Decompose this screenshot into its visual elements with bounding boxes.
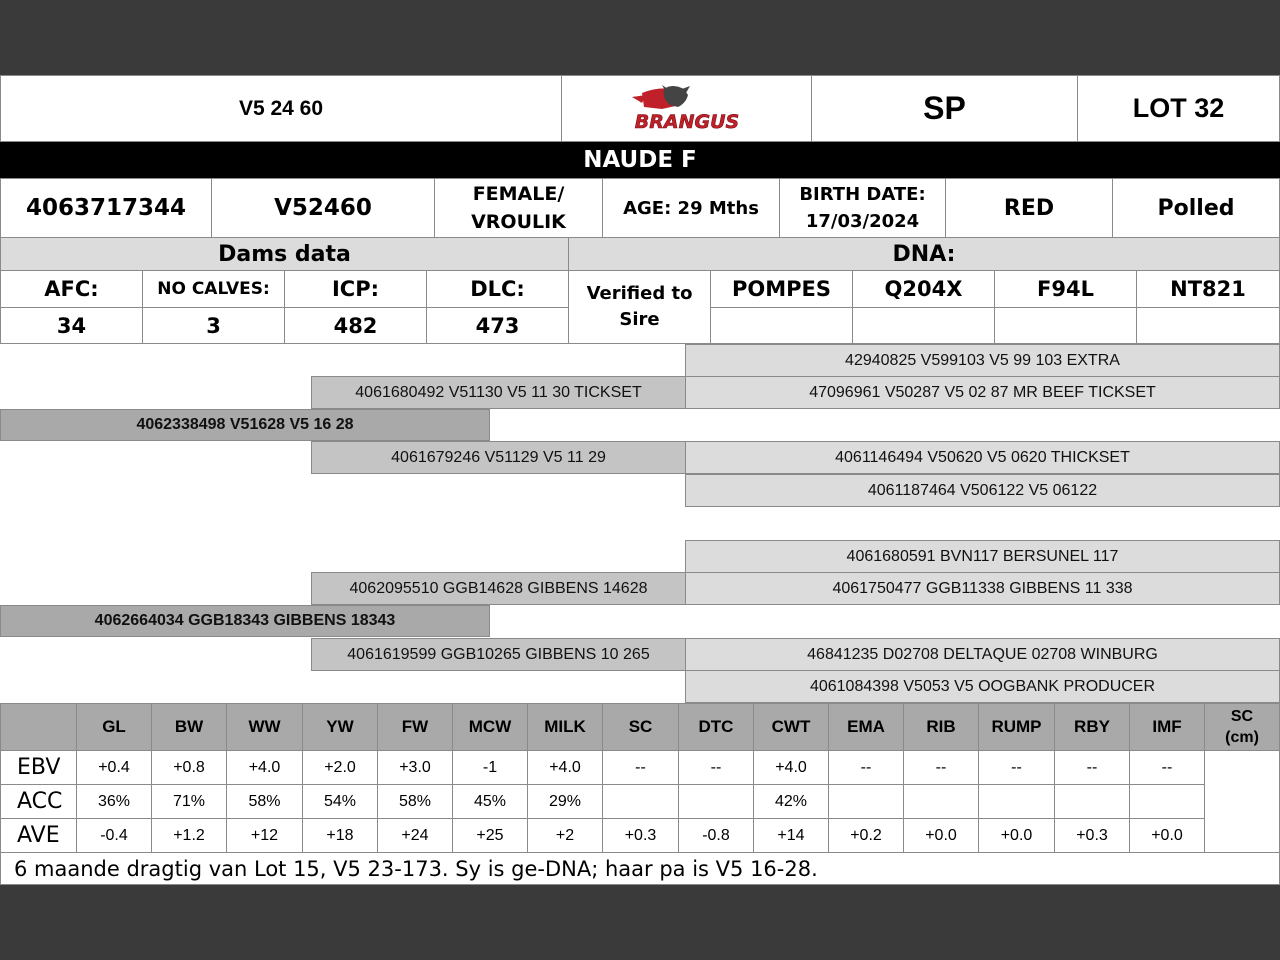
ebv-cell: 54%	[302, 784, 378, 819]
pedigree-sire: 4062338498 V51628 V5 16 28	[0, 409, 490, 441]
ebv-cell: --	[678, 750, 754, 785]
ebv-column-header: SC (cm)	[1204, 703, 1280, 751]
ebv-cell: +0.2	[828, 818, 904, 853]
ebv-cell: +25	[452, 818, 528, 853]
ebv-cell: +0.0	[903, 818, 979, 853]
dna-test-pompes: POMPES	[710, 270, 853, 308]
ebv-cell: +14	[753, 818, 829, 853]
ebv-cell: +4.0	[527, 750, 603, 785]
ebv-column-header: CWT	[753, 703, 829, 751]
ebv-cell	[903, 784, 979, 819]
ebv-cell: +12	[226, 818, 303, 853]
dams-label-icp: ICP:	[284, 270, 427, 308]
ebv-cell	[602, 784, 679, 819]
logo-text: BRANGUS	[634, 110, 739, 133]
dna-result-f94l	[994, 307, 1137, 344]
ebv-column-header: YW	[302, 703, 378, 751]
ebv-cell: -1	[452, 750, 528, 785]
birth-date-label: BIRTH DATE:	[799, 184, 926, 205]
pedigree-dam: 4062664034 GGB18343 GIBBENS 18343	[0, 605, 490, 637]
animal-sex: FEMALE/ VROULIK	[434, 178, 603, 238]
pedigree-dam-sire: 4062095510 GGB14628 GIBBENS 14628	[311, 572, 686, 605]
ebv-cell: +0.8	[151, 750, 227, 785]
birth-date-value: 17/03/2024	[805, 211, 920, 232]
ebv-cell: +3.0	[377, 750, 453, 785]
animal-age: AGE: 29 Mths	[602, 178, 780, 238]
ebv-corner	[0, 703, 77, 751]
dams-value-icp: 482	[284, 307, 427, 344]
ebv-row-label: EBV	[0, 750, 77, 785]
ebv-column-header: RUMP	[978, 703, 1055, 751]
ebv-cell: --	[903, 750, 979, 785]
ebv-column-header: WW	[226, 703, 303, 751]
pedigree-sire-dam-dam: 4061187464 V506122 V5 06122	[685, 474, 1280, 507]
dams-label-calves: NO CALVES:	[142, 270, 285, 308]
ebv-cell: +0.3	[602, 818, 679, 853]
dams-value-dlc: 473	[426, 307, 569, 344]
ebv-cell	[978, 784, 1055, 819]
ebv-cell: +0.3	[1054, 818, 1130, 853]
ebv-cell: -0.4	[76, 818, 152, 853]
ebv-column-header: BW	[151, 703, 227, 751]
dams-label-afc: AFC:	[0, 270, 143, 308]
animal-type: SP	[811, 75, 1078, 142]
dams-value-calves: 3	[142, 307, 285, 344]
ebv-column-header: MILK	[527, 703, 603, 751]
ebv-cell: +0.0	[978, 818, 1055, 853]
ebv-cell: --	[602, 750, 679, 785]
animal-reg: V52460	[211, 178, 435, 238]
ebv-cell: --	[828, 750, 904, 785]
brangus-logo	[561, 75, 812, 142]
ebv-cell: +1.2	[151, 818, 227, 853]
ebv-cell: +0.4	[76, 750, 152, 785]
bull-logo-icon	[602, 83, 772, 135]
dams-title: Dams data	[0, 237, 569, 271]
ebv-column-header: RIB	[903, 703, 979, 751]
ebv-column-header: EMA	[828, 703, 904, 751]
pedigree-sire-sire-sire: 42940825 V599103 V5 99 103 EXTRA	[685, 344, 1280, 377]
ebv-cell: 42%	[753, 784, 829, 819]
ebv-column-header: RBY	[1054, 703, 1130, 751]
ebv-cell: 45%	[452, 784, 528, 819]
dna-test-q204x: Q204X	[852, 270, 995, 308]
animal-id: 4063717344	[0, 178, 212, 238]
dna-verified: Verified to Sire	[568, 270, 711, 344]
ebv-cell: +18	[302, 818, 378, 853]
owner-name: NAUDE F	[0, 142, 1280, 178]
pedigree-sire-dam-sire: 4061146494 V50620 V5 0620 THICKSET	[685, 441, 1280, 474]
ebv-cell: 71%	[151, 784, 227, 819]
ebv-cell: +2.0	[302, 750, 378, 785]
dams-label-dlc: DLC:	[426, 270, 569, 308]
pedigree-dam-sire-sire: 4061680591 BVN117 BERSUNEL 117	[685, 540, 1280, 573]
dna-test-f94l: F94L	[994, 270, 1137, 308]
pedigree-dam-dam-sire: 46841235 D02708 DELTAQUE 02708 WINBURG	[685, 638, 1280, 671]
ebv-column-header: MCW	[452, 703, 528, 751]
ebv-cell: 58%	[377, 784, 453, 819]
pedigree-dam-sire-dam: 4061750477 GGB11338 GIBBENS 11 338	[685, 572, 1280, 605]
ebv-cell: +4.0	[753, 750, 829, 785]
dna-result-nt821	[1136, 307, 1280, 344]
lot-comment: 6 maande dragtig van Lot 15, V5 23-173. Sy is ge-DNA; haar pa is V5 16-28.	[0, 852, 1280, 885]
ebv-cell: +24	[377, 818, 453, 853]
pedigree-sire-sire-dam: 47096961 V50287 V5 02 87 MR BEEF TICKSET	[685, 376, 1280, 409]
ebv-cell	[828, 784, 904, 819]
dna-title: DNA:	[568, 237, 1280, 271]
ebv-column-header: GL	[76, 703, 152, 751]
ebv-cell	[678, 784, 754, 819]
animal-colour: RED	[945, 178, 1113, 238]
ebv-column-header: DTC	[678, 703, 754, 751]
dna-result-q204x	[852, 307, 995, 344]
dna-test-nt821: NT821	[1136, 270, 1280, 308]
pedigree-dam-dam-dam: 4061084398 V5053 V5 OOGBANK PRODUCER	[685, 670, 1280, 703]
ebv-cell: --	[1054, 750, 1130, 785]
dams-value-afc: 34	[0, 307, 143, 344]
ebv-cell	[1054, 784, 1130, 819]
ebv-cell	[1129, 784, 1205, 819]
ebv-cell: 29%	[527, 784, 603, 819]
ebv-column-header: IMF	[1129, 703, 1205, 751]
ebv-column-header: SC	[602, 703, 679, 751]
ebv-column-header: FW	[377, 703, 453, 751]
ebv-row-label: AVE	[0, 818, 77, 853]
pedigree-sire-dam: 4061679246 V51129 V5 11 29	[311, 441, 686, 474]
animal-code: V5 24 60	[0, 75, 562, 142]
ebv-cell: --	[1129, 750, 1205, 785]
ebv-cell: 58%	[226, 784, 303, 819]
ebv-sc-cm-cell	[1204, 750, 1280, 854]
ebv-cell: --	[978, 750, 1055, 785]
lot-number: LOT 32	[1077, 75, 1280, 142]
pedigree-dam-dam: 4061619599 GGB10265 GIBBENS 10 265	[311, 638, 686, 671]
birth-date	[779, 178, 946, 238]
ebv-cell: -0.8	[678, 818, 754, 853]
ebv-cell: +2	[527, 818, 603, 853]
dna-result-pompes	[710, 307, 853, 344]
ebv-row-label: ACC	[0, 784, 77, 819]
ebv-cell: 36%	[76, 784, 152, 819]
ebv-cell: +4.0	[226, 750, 303, 785]
pedigree-sire-sire: 4061680492 V51130 V5 11 30 TICKSET	[311, 376, 686, 409]
ebv-cell: +0.0	[1129, 818, 1205, 853]
animal-horns: Polled	[1112, 178, 1280, 238]
